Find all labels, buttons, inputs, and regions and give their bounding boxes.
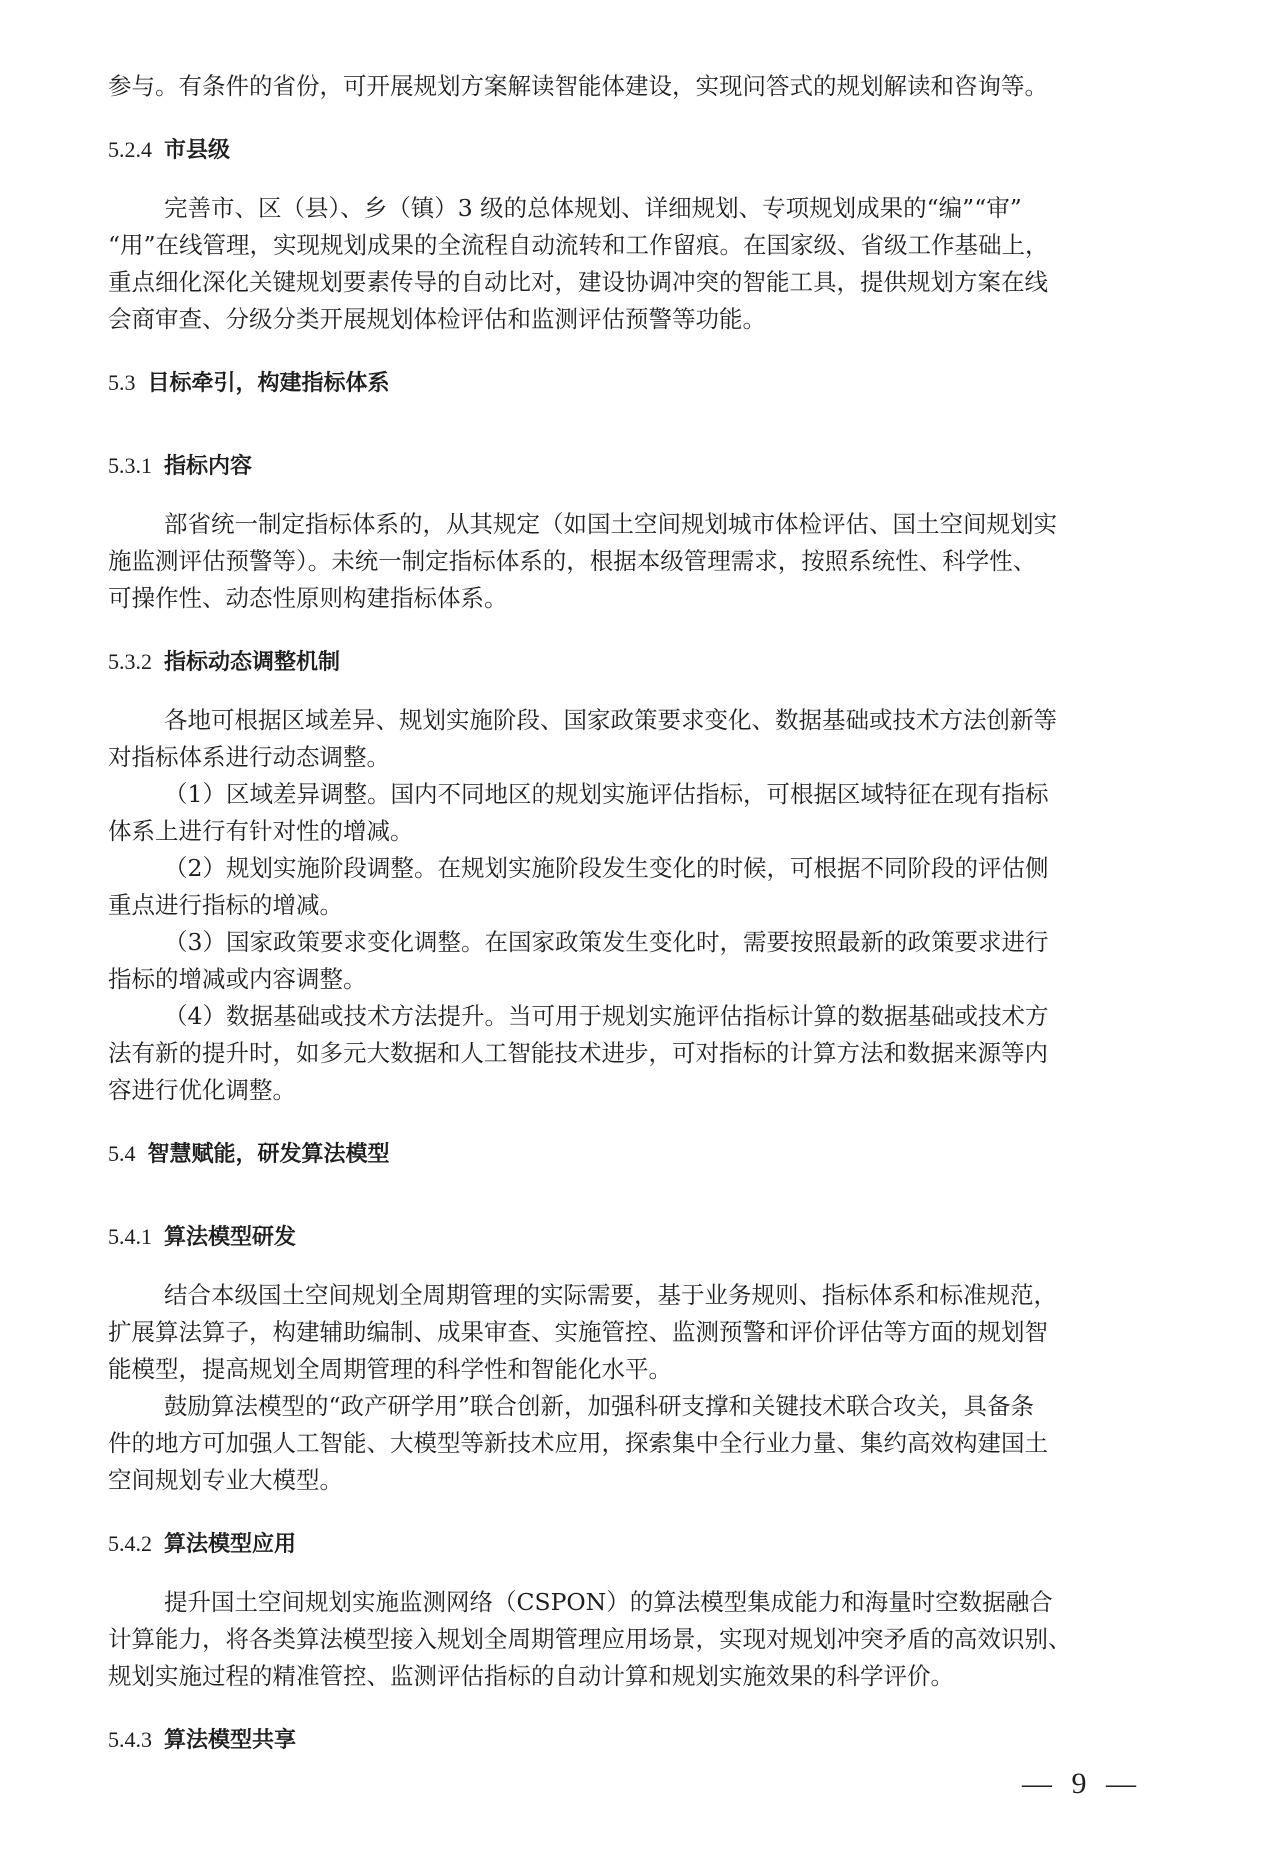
section-heading (108, 1529, 1136, 1560)
text-line: 重点进行指标的增减。 (108, 891, 343, 919)
text-line: （3）国家政策要求变化调整。在国家政策发生变化时，需要按照最新的政策要求进行 (164, 928, 1049, 956)
paragraph (108, 1584, 1136, 1695)
paragraph (108, 1277, 1136, 1388)
section-number: 5.4.1 (108, 1224, 152, 1249)
section-heading (108, 135, 1136, 166)
text-line: 对指标体系进行动态调整。 (108, 743, 390, 771)
paragraph (108, 776, 1136, 850)
section-title: 智慧赋能，研发算法模型 (147, 1142, 390, 1167)
text-line: 会商审查、分级分类开展规划体检评估和监测评估预警等功能。 (108, 305, 766, 333)
text-line: 体系上进行有针对性的增减。 (108, 817, 414, 845)
document-body (108, 68, 1136, 1780)
section-title: 算法模型应用 (164, 1532, 297, 1557)
text-line: 指标的增减或内容调整。 (108, 965, 367, 993)
section-number: 5.3 (108, 370, 136, 395)
text-line: 法有新的提升时，如多元大数据和人工智能技术进步，可对指标的计算方法和数据来源等内 (108, 1039, 1048, 1067)
paragraph (108, 1388, 1136, 1499)
text-line: 各地可根据区域差异、规划实施阶段、国家政策要求变化、数据基础或技术方法创新等 (164, 706, 1057, 734)
section-heading (108, 1725, 1136, 1756)
text-line: 规划实施过程的精准管控、监测评估指标的自动计算和规划实施效果的科学评价。 (108, 1662, 954, 1690)
paragraph (108, 702, 1136, 776)
text-line: 件的地方可加强人工智能、大模型等新技术应用，探索集中全行业力量、集约高效构建国土 (108, 1429, 1048, 1457)
text-line: 计算能力，将各类算法模型接入规划全周期管理应用场景，实现对规划冲突矛盾的高效识别、 (108, 1625, 1072, 1653)
section-heading (108, 1139, 1136, 1170)
paragraph (108, 506, 1136, 617)
text-line: 扩展算法算子，构建辅助编制、成果审查、实施管控、监测预警和评价评估等方面的规划智 (108, 1318, 1048, 1346)
section-number: 5.4.2 (108, 1531, 152, 1556)
section-number: 5.2.4 (108, 137, 152, 162)
text-line: 施监测评估预警等）。未统一制定指标体系的，根据本级管理需求，按照系统性、科学性、 (108, 547, 1037, 575)
section-heading (108, 451, 1136, 482)
paragraph (108, 68, 1136, 105)
paragraph (108, 850, 1136, 924)
page-number: — 9 — (1022, 1767, 1142, 1800)
text-line: 重点细化深化关键规划要素传导的自动比对，建设协调冲突的智能工具，提供规划方案在线 (108, 268, 1048, 296)
text-line: 鼓励算法模型的“政产研学用”联合创新，加强科研支撑和关键技术联合攻关，具备条 (164, 1392, 1035, 1420)
text-line: （4）数据基础或技术方法提升。当可用于规划实施评估指标计算的数据基础或技术方 (164, 1002, 1049, 1030)
section-title: 目标牵引，构建指标体系 (147, 371, 390, 396)
text-line: 容进行优化调整。 (108, 1076, 296, 1104)
paragraph (108, 190, 1136, 338)
section-number: 5.3.1 (108, 453, 152, 478)
text-line: “用”在线管理，实现规划成果的全流程自动流转和工作留痕。在国家级、省级工作基础上， (108, 231, 1049, 259)
text-line: 参与。有条件的省份，可开展规划方案解读智能体建设，实现问答式的规划解读和咨询等。 (108, 72, 1048, 100)
section-heading (108, 368, 1136, 399)
text-line: 空间规划专业大模型。 (108, 1466, 343, 1494)
section-number: 5.4 (108, 1141, 136, 1166)
section-title: 算法模型研发 (164, 1225, 297, 1250)
section-heading (108, 647, 1136, 678)
section-title: 指标动态调整机制 (164, 650, 341, 675)
paragraph (108, 924, 1136, 998)
text-line: 部省统一制定指标体系的，从其规定（如国土空间规划城市体检评估、国土空间规划实 (164, 510, 1057, 538)
section-number: 5.3.2 (108, 649, 152, 674)
text-line: 完善市、区（县）、乡（镇）3 级的总体规划、详细规划、专项规划成果的“编”“审” (164, 194, 1022, 222)
text-line: 结合本级国土空间规划全周期管理的实际需要，基于业务规则、指标体系和标准规范， (164, 1281, 1057, 1309)
text-line: 可操作性、动态性原则构建指标体系。 (108, 584, 508, 612)
section-heading (108, 1222, 1136, 1253)
text-line: 能模型，提高规划全周期管理的科学性和智能化水平。 (108, 1355, 672, 1383)
section-title: 指标内容 (164, 454, 253, 479)
text-line: 提升国土空间规划实施监测网络（CSPON）的算法模型集成能力和海量时空数据融合 (164, 1588, 1053, 1616)
section-number: 5.4.3 (108, 1727, 152, 1752)
paragraph (108, 998, 1136, 1109)
section-title: 市县级 (164, 138, 231, 163)
text-line: （2）规划实施阶段调整。在规划实施阶段发生变化的时候，可根据不同阶段的评估侧 (164, 854, 1049, 882)
text-line: （1）区域差异调整。国内不同地区的规划实施评估指标，可根据区域特征在现有指标 (164, 780, 1049, 808)
section-title: 算法模型共享 (164, 1728, 297, 1753)
